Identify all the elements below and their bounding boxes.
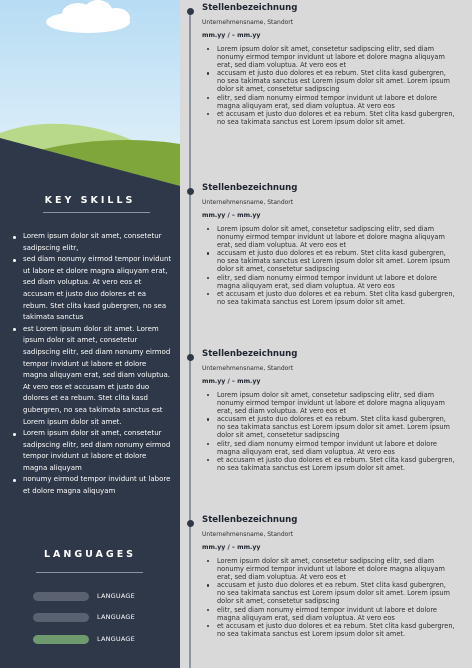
job-bullet: accusam et justo duo dolores et ea rebum. Stet clita kasd gubergren, no sea takimata sanctus est Lorem ipsum dolor sit amet. Lorem ipsum dolor sit amet, consetetur sadipscing [204, 69, 456, 93]
language-level-bar [33, 613, 89, 622]
timeline-dot [187, 354, 194, 361]
language-row [33, 612, 173, 624]
key-skills-list [10, 231, 172, 498]
landscape-illustration [0, 0, 180, 200]
job-bullet: et accusam et justo duo dolores et ea rebum. Stet clita kasd gubergren, no sea takimata sanctus est Lorem ipsum dolor sit amet. [204, 456, 456, 472]
language-row [33, 591, 173, 603]
job-bullet: accusam et justo duo dolores et ea rebum. Stet clita kasd gubergren, no sea takimata sanctus est Lorem ipsum dolor sit amet. Lorem ipsum dolor sit amet, consetetur sadipscing [204, 249, 456, 273]
experience-column [180, 0, 472, 668]
skill-item: est Lorem ipsum dolor sit amet. Lorem ipsum dolor sit amet, consetetur sadipscing elitr, sed diam nonumy eirmod tempor invidunt ut labore et dolore magna aliquyam erat, sed diam voluptua. At vero eos et accusam et justo duo dolores et ea rebum. Stet clita kasd gubergren, no sea takimata sanctus est Lorem ipsum dolor sit amet. [10, 324, 172, 428]
job-bullet: elitr, sed diam nonumy eirmod tempor invidunt ut labore et dolore magna aliquyam erat, sed diam voluptua. At vero eos [204, 440, 456, 456]
job-bullets [204, 391, 456, 472]
language-level-fill [33, 635, 89, 644]
language-level-bar [33, 592, 89, 601]
date-range: mm.yy / – mm.yy [202, 544, 261, 551]
date-range: mm.yy / – mm.yy [202, 32, 261, 39]
company-location: Unternehmensname, Standort [202, 365, 294, 372]
job-bullet: elitr, sed diam nonumy eirmod tempor invidunt ut labore et dolore magna aliquyam erat, sed diam voluptua. At vero eos [204, 606, 456, 622]
key-skills-divider [43, 212, 150, 213]
job-bullet: accusam et justo duo dolores et ea rebum. Stet clita kasd gubergren, no sea takimata sanctus est Lorem ipsum dolor sit amet. Lorem ipsum dolor sit amet, consetetur sadipscing [204, 581, 456, 605]
sidebar [0, 0, 180, 668]
skill-item: Lorem ipsum dolor sit amet, consetetur sadipscing elitr, [10, 231, 172, 254]
language-row [33, 634, 173, 646]
skill-item: Lorem ipsum dolor sit amet, consetetur sadipscing elitr, sed diam nonumy eirmod tempor invidunt ut labore et dolore magna aliquyam [10, 428, 172, 474]
job-bullet: et accusam et justo duo dolores et ea rebum. Stet clita kasd gubergren, no sea takimata sanctus est Lorem ipsum dolor sit amet. [204, 290, 456, 306]
job-bullets [204, 45, 456, 126]
languages-heading: LANGUAGES [43, 549, 137, 560]
date-range: mm.yy / – mm.yy [202, 378, 261, 385]
language-label: LANGUAGE [97, 592, 135, 600]
timeline-dot [187, 8, 194, 15]
timeline-line [189, 11, 191, 668]
skill-item: sed diam nonumy eirmod tempor invidunt ut labore et dolore magna aliquyam erat, sed diam voluptua. At vero eos et accusam et justo duo dolores et ea rebum. Stet clita kasd gubergren, no sea takimata sanctus [10, 254, 172, 324]
language-label: LANGUAGE [97, 635, 135, 643]
landscape-image [0, 0, 180, 200]
job-bullet: et accusam et justo duo dolores et ea rebum. Stet clita kasd gubergren, no sea takimata sanctus est Lorem ipsum dolor sit amet. [204, 110, 456, 126]
skill-item: nonumy eirmod tempor invidunt ut labore et dolore magna aliquyam [10, 474, 172, 497]
language-label: LANGUAGE [97, 613, 135, 621]
company-location: Unternehmensname, Standort [202, 199, 294, 206]
job-bullet: Lorem ipsum dolor sit amet, consetetur sadipscing elitr, sed diam nonumy eirmod tempor invidunt ut labore et dolore magna aliquyam erat, sed diam voluptua. At vero eos et [204, 225, 456, 249]
job-bullets [204, 557, 456, 638]
language-level-bar [33, 635, 89, 644]
languages-divider [36, 572, 143, 573]
company-location: Unternehmensname, Standort [202, 19, 294, 26]
job-bullet: elitr, sed diam nonumy eirmod tempor invidunt ut labore et dolore magna aliquyam erat, sed diam voluptua. At vero eos [204, 274, 456, 290]
job-bullet: elitr, sed diam nonumy eirmod tempor invidunt ut labore et dolore magna aliquyam erat, sed diam voluptua. At vero eos [204, 94, 456, 110]
company-location: Unternehmensname, Standort [202, 531, 294, 538]
job-title: Stellenbezeichnung [202, 3, 298, 13]
job-bullet: et accusam et justo duo dolores et ea rebum. Stet clita kasd gubergren, no sea takimata sanctus est Lorem ipsum dolor sit amet. [204, 622, 456, 638]
job-title: Stellenbezeichnung [202, 183, 298, 193]
job-bullet: Lorem ipsum dolor sit amet, consetetur sadipscing elitr, sed diam nonumy eirmod tempor invidunt ut labore et dolore magna aliquyam erat, sed diam voluptua. At vero eos et [204, 45, 456, 69]
job-bullet: Lorem ipsum dolor sit amet, consetetur sadipscing elitr, sed diam nonumy eirmod tempor invidunt ut labore et dolore magna aliquyam erat, sed diam voluptua. At vero eos et [204, 391, 456, 415]
date-range: mm.yy / – mm.yy [202, 212, 261, 219]
timeline-dot [187, 520, 194, 527]
job-title: Stellenbezeichnung [202, 349, 298, 359]
job-bullets [204, 225, 456, 306]
job-bullet: accusam et justo duo dolores et ea rebum. Stet clita kasd gubergren, no sea takimata sanctus est Lorem ipsum dolor sit amet. Lorem ipsum dolor sit amet, consetetur sadipscing [204, 415, 456, 439]
timeline-dot [187, 188, 194, 195]
job-bullet: Lorem ipsum dolor sit amet, consetetur sadipscing elitr, sed diam nonumy eirmod tempor invidunt ut labore et dolore magna aliquyam erat, sed diam voluptua. At vero eos et [204, 557, 456, 581]
job-title: Stellenbezeichnung [202, 515, 298, 525]
key-skills-heading: KEY SKILLS [44, 195, 136, 206]
